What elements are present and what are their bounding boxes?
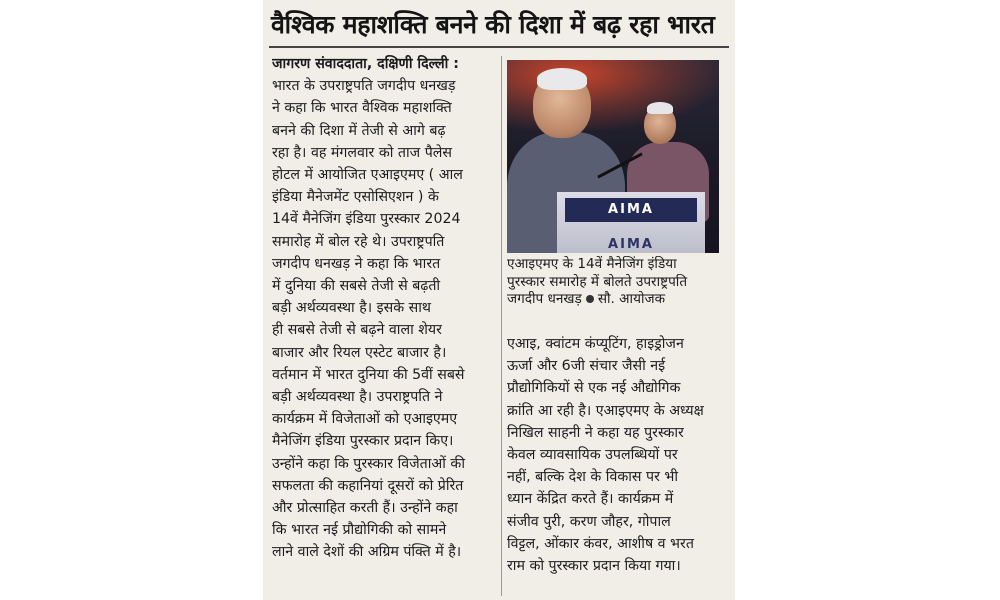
body-line: कार्यक्रम में विजेताओं को एआइएमए (272, 411, 458, 428)
body-line: क्रांति आ रही है। एआइएमए के अध्यक्ष (507, 402, 704, 419)
speaker-hair (537, 68, 587, 90)
newspaper-clipping (263, 0, 735, 600)
body-line: केवल व्यावसायिक उपलब्धियों पर (507, 447, 678, 464)
body-line: कि भारत नई प्रौद्योगिकी को सामने (272, 522, 447, 539)
body-line: नहीं, बल्कि देश के विकास पर भी (507, 469, 679, 486)
body-line: सफलता की कहानियां दूसरों को प्रेरित (272, 477, 464, 494)
body-line: लाने वाले देशों की अग्रिम पंक्ति में है। (272, 544, 462, 561)
caption-line: एआइएमए के 14वें मैनेजिंग इंडिया (507, 256, 677, 272)
body-line: इंडिया मैनेजमेंट एसोसिएशन ) के (272, 189, 439, 206)
body-line: और प्रोत्साहित करती हैं। उन्होंने कहा (272, 500, 458, 517)
body-line: प्रौद्योगिकियों से एक नई औद्योगिक (507, 380, 681, 397)
body-line: ने कहा कि भारत वैश्विक महाशक्ति (272, 100, 452, 117)
podium-speaker-hair (647, 102, 673, 114)
photo-caption (507, 256, 727, 309)
body-line: उन्होंने कहा कि पुरस्कार विजेताओं की (272, 455, 465, 472)
headline-rule (269, 46, 729, 48)
body-line: 14वें मैनेजिंग इंडिया पुरस्कार 2024 (272, 211, 461, 228)
right-column (507, 333, 729, 577)
body-line: रहा है। वह मंगलवार को ताज पैलेस (272, 144, 452, 161)
body-line: ऊर्जा और 6जी संचार जैसी नई (507, 358, 666, 375)
body-line: राम को पुरस्कार प्रदान किया गया। (507, 558, 681, 575)
body-line: ही सबसे तेजी से बढ़ने वाला शेयर (272, 322, 442, 339)
byline: जागरण संवाददाता, दक्षिणी दिल्ली : (272, 56, 459, 72)
body-line: जगदीप धनखड़ ने कहा कि भारत (272, 255, 441, 272)
body-line: विट्टल, ओंकार कंवर, आशीष व भरत (507, 535, 694, 552)
body-line: निखिल साहनी ने कहा यह पुरस्कार (507, 424, 684, 441)
body-line: समारोह में बोल रहे थे। उपराष्ट्रपति (272, 233, 445, 250)
podium-logo: AIMA (608, 202, 654, 217)
bullet-icon (586, 295, 594, 303)
body-line: बाजार और रियल एस्टेट बाजार है। (272, 344, 447, 361)
body-line: बड़ी अर्थव्यवस्था है। उपराष्ट्रपति ने (272, 389, 443, 406)
column-divider (501, 56, 502, 596)
caption-line-last (507, 291, 727, 309)
body-line: भारत के उपराष्ट्रपति जगदीप धनखड़ (272, 78, 456, 95)
body-line: वर्तमान में भारत दुनिया की 5वीं सबसे (272, 366, 465, 383)
body-line: एआइ, क्वांटम कंप्यूटिंग, हाइड्रोजन (507, 336, 684, 352)
caption-line-text: जगदीप धनखड़ (507, 291, 582, 307)
body-line: संजीव पुरी, करण जौहर, गोपाल (507, 513, 671, 530)
body-line: ध्यान केंद्रित करते हैं। कार्यक्रम में (507, 491, 674, 508)
body-line: होटल में आयोजित एआइएमए ( आल (272, 167, 463, 184)
headline: वैश्विक महाशक्ति बनने की दिशा में बढ़ रहा भारत (271, 10, 715, 39)
body-line: बड़ी अर्थव्यवस्था है। इसके साथ (272, 300, 431, 317)
left-column (272, 53, 502, 564)
podium-logo-lower: AIMA (608, 237, 654, 252)
caption-credit: सौ. आयोजक (597, 291, 666, 307)
body-line: मैनेजिंग इंडिया पुरस्कार प्रदान किए। (272, 433, 454, 450)
event-photo (507, 60, 719, 253)
body-line: में दुनिया की सबसे तेजी से बढ़ती (272, 278, 441, 295)
caption-line: पुरस्कार समारोह में बोलते उपराष्ट्रपति (507, 273, 688, 290)
body-line: बनने की दिशा में तेजी से आगे बढ़ (272, 122, 446, 139)
